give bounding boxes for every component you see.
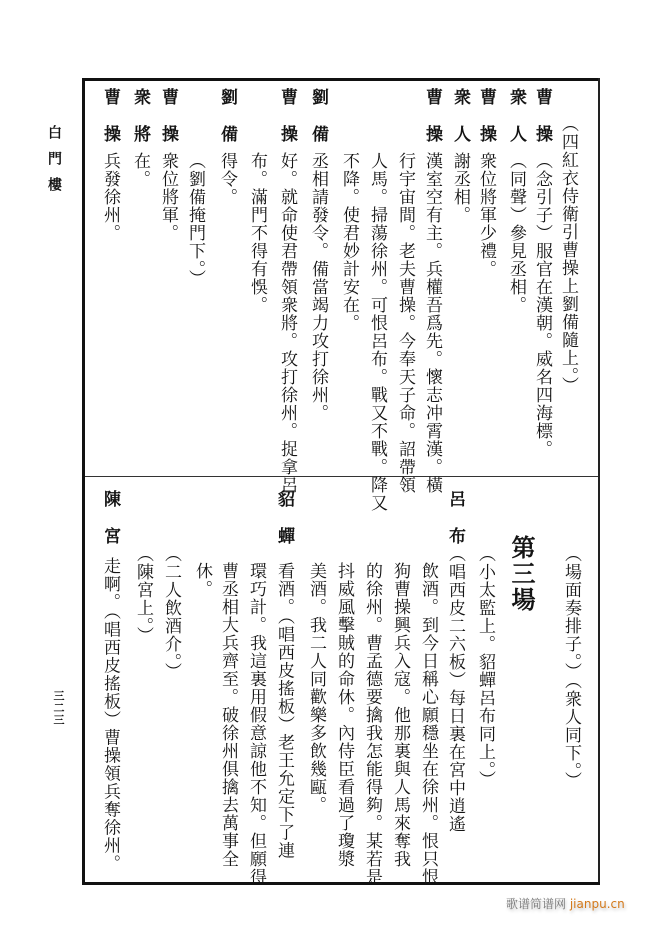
page-number: 三二三 — [52, 690, 65, 726]
lyric-line: 曹丞相大兵齊至。破徐州俱擒去萬事全 — [218, 562, 238, 868]
dialogue-line: 衆位將軍少禮。 — [476, 152, 496, 278]
speaker-label: 呂布 — [445, 490, 465, 564]
watermark-cn: 歌谱简谱网 — [506, 897, 567, 911]
dialogue-line: （念引子）服官在漢朝。威名四海標。 — [532, 152, 552, 458]
watermark — [506, 895, 625, 912]
register-divider — [85, 476, 598, 477]
stage-direction: （劉備掩門下。） — [185, 152, 205, 288]
page-border-bottom — [82, 882, 600, 885]
speaker-label: 曹操 — [532, 88, 552, 162]
speaker-label: 衆人 — [506, 88, 526, 162]
dialogue-line: （同聲）參見丞相。 — [506, 152, 526, 314]
page-border-left — [82, 78, 85, 884]
dialogue-line: 漢室空有主。兵權吾爲先。懷志冲霄漢。橫 — [422, 152, 442, 494]
speaker-label: 陳宮 — [100, 490, 120, 564]
stage-direction: （二人飲酒介。） — [161, 545, 181, 681]
speaker-label: 曹操 — [100, 88, 120, 162]
running-title: 白門樓 — [46, 125, 62, 203]
lyric-line: 抖威風擊賊的命休。內侍臣看過了瓊漿 — [334, 562, 354, 868]
page-border-right — [598, 78, 600, 884]
speaker-label: 曹操 — [277, 88, 297, 162]
dialogue-line: 衆位將軍。 — [158, 152, 178, 242]
speaker-label: 衆將 — [130, 88, 150, 162]
dialogue-line: 謝丞相。 — [450, 152, 470, 224]
dialogue-line: 兵發徐州。 — [100, 152, 120, 242]
dialogue-line: 好。就命使君帶領衆將。攻打徐州。捉拿呂 — [277, 152, 297, 494]
dialogue-line: 布。滿門不得有悞。 — [247, 152, 267, 314]
lyric-line: 環巧計。我這裏用假意諒他不知。但願得 — [246, 562, 266, 886]
speaker-label: 劉備 — [308, 88, 328, 162]
watermark-en: jianpu.cn — [569, 897, 625, 911]
dialogue-line: 得令。 — [217, 152, 237, 206]
dialogue-line: 人馬。掃蕩徐州。可恨呂布。戰又不戰。降又 — [367, 152, 387, 512]
speaker-label: 貂蟬 — [274, 490, 294, 564]
lyric-line: 休。 — [192, 562, 212, 598]
scene-heading: 第三場 — [507, 535, 536, 613]
speaker-label: 曹操 — [158, 88, 178, 162]
dialogue-line: 行宇宙間。老夫曹操。今奉天子命。詔帶領 — [395, 152, 415, 494]
lyric-line: 走啊。（唱西皮搖板）曹操領兵奪徐州。 — [100, 557, 120, 873]
dialogue-line: 在。 — [130, 152, 150, 188]
lyric-line: 的徐州。曹孟德要擒我怎能得夠。某若是 — [362, 562, 382, 886]
speaker-label: 曹操 — [476, 88, 496, 162]
stage-direction: （陳宮上。） — [133, 545, 153, 645]
stage-direction: （場面奏排子。）（衆人同下。） — [561, 545, 581, 790]
lyric-line: 看酒。（唱西皮搖板）老王允定下了連 — [274, 562, 294, 860]
stage-direction: （小太監上。貂蟬呂布同上。） — [475, 545, 495, 789]
speaker-label: 曹操 — [422, 88, 442, 162]
speaker-label: 衆人 — [450, 88, 470, 162]
dialogue-line: 丞相請發令。備當竭力攻打徐州。 — [308, 152, 328, 422]
stage-direction: （四紅衣侍衛引曹操上劉備隨上。） — [558, 115, 578, 395]
speaker-label: 劉備 — [217, 88, 237, 162]
lyric-line: 飲酒。到今日稱心願穩坐在徐州。恨只恨 — [418, 562, 438, 886]
page-border-top — [82, 78, 600, 81]
lyric-line: 狗曹操興兵入寇。他那裏與人馬來奪我 — [390, 562, 410, 868]
lyric-line: 美酒。我二人同歡樂多飲幾甌。 — [306, 562, 326, 814]
dialogue-line: 不降。使君妙計安在。 — [339, 152, 359, 332]
lyric-line: （唱西皮二六板）每日裏在宮中逍遙 — [445, 545, 465, 833]
